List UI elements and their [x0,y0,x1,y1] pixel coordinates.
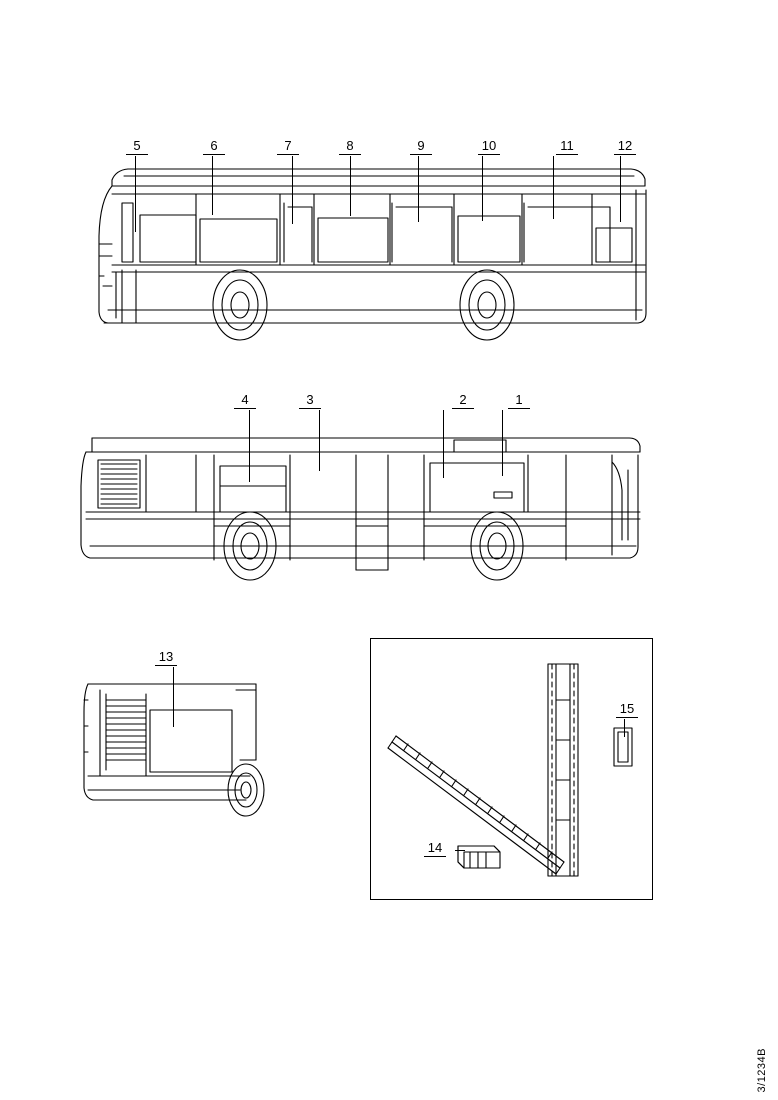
leader-12 [620,156,621,222]
callout-11: 11 [556,139,578,155]
callout-1: 1 [508,393,530,409]
leader-9 [418,156,419,222]
leader-4 [249,410,250,482]
leader-15 [624,719,625,737]
callout-5: 5 [126,139,148,155]
bus-rear-quarter [84,684,264,816]
callout-4: 4 [234,393,256,409]
callout-10: 10 [478,139,500,155]
bus-middle-outline [81,438,640,570]
leader-13 [173,667,174,727]
callout-13: 13 [155,650,177,666]
callout-9: 9 [410,139,432,155]
callout-6: 6 [203,139,225,155]
leader-1 [502,410,503,476]
leader-3 [319,410,320,471]
callout-8: 8 [339,139,361,155]
leader-2 [443,410,444,478]
leader-7 [292,156,293,224]
leader-6 [212,156,213,215]
bus-upper-outline [99,169,646,323]
callout-15: 15 [616,702,638,718]
callout-2: 2 [452,393,474,409]
sheet-code: 3/1234B [756,1047,768,1092]
leader-5 [135,156,136,232]
leader-10 [482,156,483,221]
detail-inset-border [370,638,653,900]
callout-3: 3 [299,393,321,409]
callout-7: 7 [277,139,299,155]
leader-8 [350,156,351,216]
callout-12: 12 [614,139,636,155]
bus-upper-wheels [213,270,514,340]
leader-14 [455,850,465,851]
callout-14: 14 [424,841,446,857]
leader-11 [553,156,554,219]
